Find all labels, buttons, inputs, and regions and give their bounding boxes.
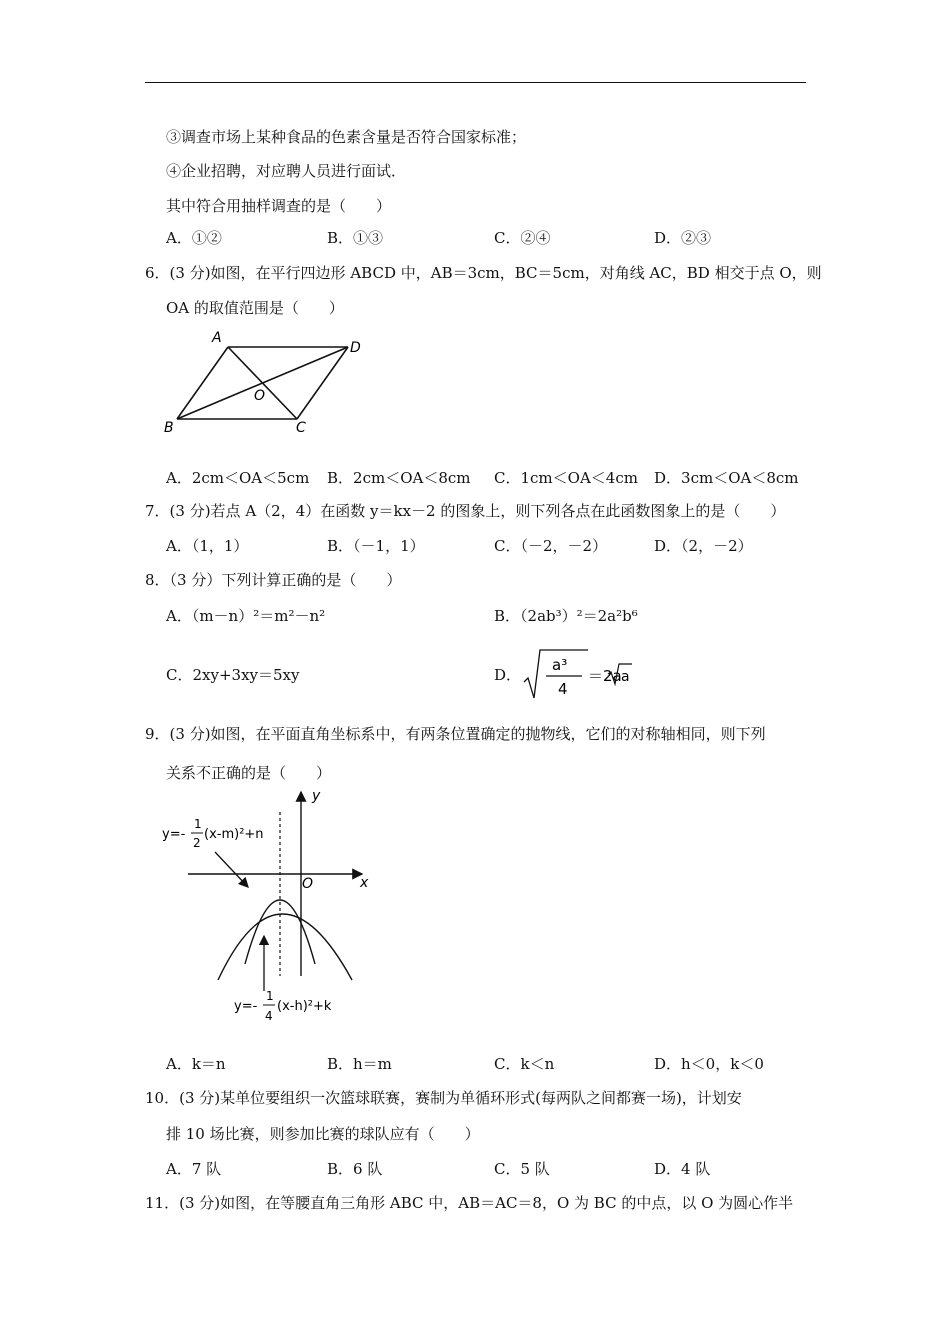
q9-option-a: A．k＝n [166,1055,226,1073]
label-a: A [212,330,222,346]
label-d: D [350,340,361,356]
q8-option-d-label: D． [494,666,522,684]
label-c: C [296,420,306,436]
q6-stem-line1: 6．(3 分)如图，在平行四边形 ABCD 中，AB＝3cm，BC＝5cm，对角线 AC，BD 相交于点 O，则 [145,264,822,282]
q5-option-a: A．①② [166,229,222,247]
parabola-figure [160,786,380,1028]
label-b: B [164,420,174,436]
q9-option-c: C．k＜n [494,1055,555,1073]
eq2-prefix: y=- [234,999,258,1014]
q5-stem: 其中符合用抽样调查的是（ ） [166,197,392,215]
rhs-text: ＝2a [588,667,622,685]
eq2-numerator: 1 [266,989,274,1003]
q10-option-b: B．6 队 [327,1160,383,1178]
q7-option-d: D．（2，－2） [654,537,753,555]
q11-stem-line1: 11．(3 分)如图，在等腰直角三角形 ABC 中，AB＝AC＝8，O 为 BC 的中点，以 O 为圆心作半 [145,1194,794,1212]
x-axis-label: x [360,875,369,891]
q10-option-c: C．5 队 [494,1160,550,1178]
q5-item4: ④企业招聘，对应聘人员进行面试． [166,162,407,180]
q5-option-b: B．①③ [327,229,384,247]
q10-stem-line1: 10．(3 分)某单位要组织一次篮球联赛，赛制为单循环形式(每两队之间都赛一场)，计划安 [145,1089,742,1107]
q6-option-a: A．2cm＜OA＜5cm [166,469,310,487]
eq2-body: (x-h)²+k [277,999,332,1014]
q7-stem: 7．(3 分)若点 A（2，4）在函数 y＝kx－2 的图象上，则下列各点在此函数图象上的是（ ） [145,502,786,520]
q8-stem: 8．（3 分）下列计算正确的是（ ） [145,571,402,589]
arrow-to-parabola-n [215,852,248,887]
q8-option-c: C．2xy+3xy＝5xy [166,666,300,684]
parabola-k [218,914,352,980]
q5-option-c: C．②④ [494,229,551,247]
q6-stem-line2: OA 的取值范围是（ ） [166,299,344,317]
q5-item3: ③调查市场上某种食品的色素含量是否符合国家标准； [166,128,527,146]
q5-option-d: D．②③ [654,229,712,247]
q7-option-b: B．（－1，1） [327,537,425,555]
q7-option-a: A．（1，1） [166,537,249,555]
q10-option-d: D．4 队 [654,1160,711,1178]
eq1-denominator: 2 [193,836,201,850]
q8-option-d-formula [522,648,632,704]
header-rule [145,82,806,83]
eq1-body: (x-m)²+n [204,827,264,842]
q6-option-b: B．2cm＜OA＜8cm [327,469,471,487]
q7-option-c: C．（－2，－2） [494,537,608,555]
small-radicand: a [621,669,630,685]
q9-option-d: D．h＜0，k＜0 [654,1055,764,1073]
radicand-numerator: a³ [552,656,568,674]
q6-option-d: D．3cm＜OA＜8cm [654,469,799,487]
eq1-prefix: y=- [162,827,186,842]
y-axis-label: y [312,788,321,804]
eq1-numerator: 1 [194,817,202,831]
origin-label: O [302,876,314,892]
q9-option-b: B．h＝m [327,1055,392,1073]
eq2-denominator: 4 [265,1009,273,1023]
radicand-denominator: 4 [558,680,568,698]
q8-option-a: A．（m－n）²＝m²－n² [166,607,326,625]
q8-option-b: B．（2ab³）²＝2a²b⁶ [494,607,638,625]
q10-stem-line2: 排 10 场比赛，则参加比赛的球队应有（ ） [166,1125,480,1143]
label-o: O [254,388,266,404]
parallelogram-figure [160,328,370,438]
q10-option-a: A．7 队 [166,1160,222,1178]
q6-option-c: C．1cm＜OA＜4cm [494,469,638,487]
q9-stem-line1: 9．(3 分)如图，在平面直角坐标系中，有两条位置确定的抛物线，它们的对称轴相同，则下列 [145,725,766,743]
q9-stem-line2: 关系不正确的是（ ） [166,764,332,782]
